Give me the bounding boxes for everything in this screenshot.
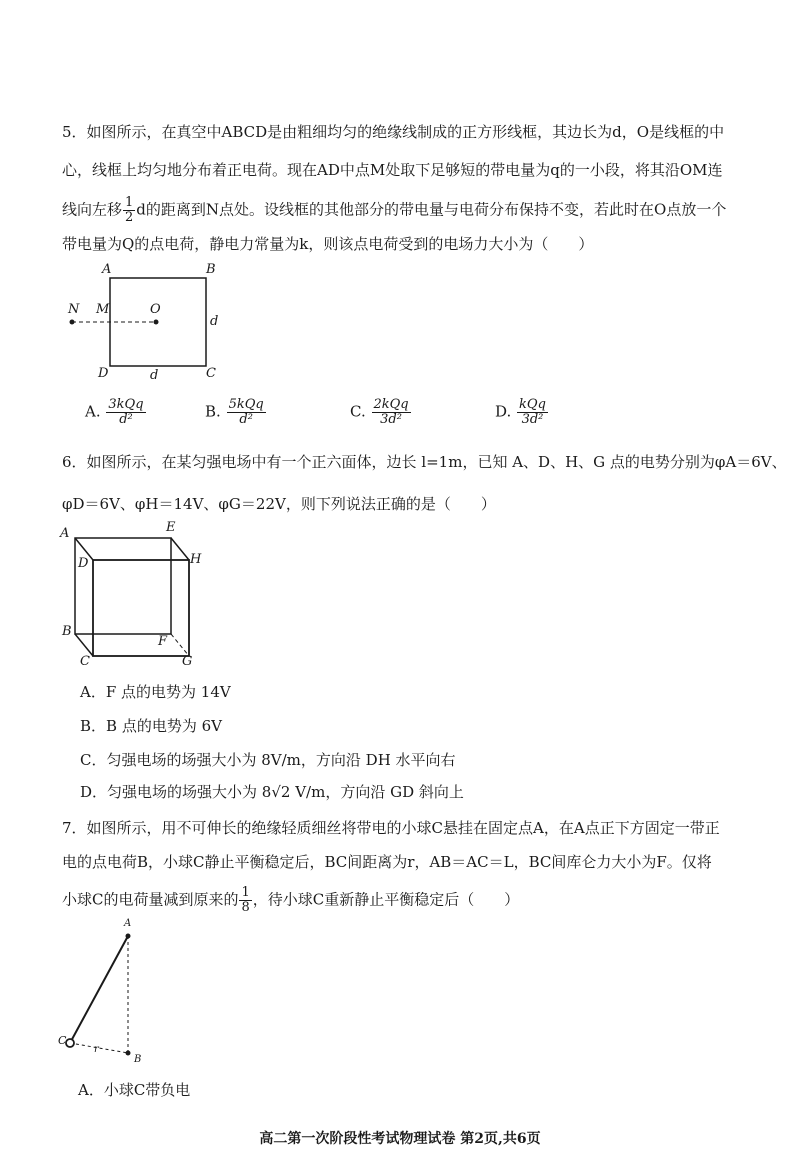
q5-line-3-end: d的距离到N点处。设线框的其他部分的带电量与电荷分布保持不变，若此时在O点放一个 [136,200,727,219]
q6-label-b: B [62,624,72,639]
q5-label-d-bottom: d [150,368,159,383]
q5-label-o: O [150,302,161,317]
q5-option-b[interactable]: B. $\frac{\text{5kQq}}{\text{d²}}$ [205,397,264,427]
q5-label-m: M [96,302,110,317]
q7-line-3-end: ，待小球C重新静止平衡稳定后（ ） [252,890,520,909]
q6-option-c[interactable]: C．匀强电场的场强大小为 8V/m，方向沿 DH 水平向右 [80,751,456,769]
q5-label-d: D [98,366,109,381]
q5-option-a[interactable]: A. $\frac{\text{3kQq}}{\text{d²}}$ [85,397,144,427]
q7-label-a: A [124,918,132,929]
q5-label-b: B [206,262,216,277]
q7-label-b: B [134,1054,142,1065]
q5-line-3-start: 线向左移 [62,200,123,219]
q5-label-c: C [206,366,216,381]
q5-label-n: N [68,302,80,317]
q7-label-c: C [58,1034,67,1047]
q6-label-f: F [158,634,168,649]
q5-line-2: 心，线框上均匀地分布着正电荷。现在AD中点M处取下足够短的带电量为q的一小段，将其沿OM连 [62,161,723,179]
q5-line-1: 5．如图所示，在真空中ABCD是由粗细均匀的绝缘线制成的正方形线框，其边长为d，O是线框的中 [62,123,725,141]
q7-fraction: $\frac{1}{8}$ [241,885,250,915]
q7-line-3-start: 小球C的电荷量减到原来的 [62,890,239,909]
q6-label-h: H [190,552,202,567]
q5-option-c[interactable]: C. $\frac{\text{2kQq}}{\text{3d²}}$ [350,397,409,427]
q7-line-1: 7．如图所示，用不可伸长的绝缘轻质细丝将带电的小球C悬挂在固定点A，在A点正下方固定一带正 [62,819,720,837]
q7-label-r: r [94,1044,99,1055]
q6-line-1: 6．如图所示，在某匀强电场中有一个正六面体，边长 l=1m，已知 A、D、H、G 点的电势分别为φA＝6V、 [62,453,787,471]
q6-label-a: A [60,526,70,541]
q5-half-fraction: $\frac{1}{2}$ [125,195,134,225]
q6-option-d[interactable]: D．匀强电场的场强大小为 8√2 V/m，方向沿 GD 斜向上 [80,783,464,801]
q6-option-a[interactable]: A．F 点的电势为 14V [80,683,231,701]
q5-line-4: 带电量为Q的点电荷，静电力常量为k，则该点电荷受到的电场力大小为（ ） [62,235,594,253]
q6-label-d: D [78,556,89,571]
q6-line-2: φD＝6V、φH＝14V、φG＝22V，则下列说法正确的是（ ） [62,495,496,513]
q7-line-2: 电的点电荷B，小球C静止平衡稳定后，BC间距离为r，AB＝AC＝L，BC间库仑力大小为F。仅将 [62,853,712,871]
q5-label-d-right: d [210,314,219,329]
q5-option-d[interactable]: D. $\frac{\text{kQq}}{\text{3d²}}$ [495,397,546,427]
q7-option-a[interactable]: A．小球C带负电 [78,1081,191,1099]
q6-option-b[interactable]: B．B 点的电势为 6V [80,717,222,735]
q6-label-e: E [166,520,176,535]
q6-label-c: C [80,654,90,669]
page-footer: 高二第一次阶段性考试物理试卷 第2页,共6页 [259,1131,541,1147]
q5-label-a: A [102,262,112,277]
q6-label-g: G [182,654,193,669]
